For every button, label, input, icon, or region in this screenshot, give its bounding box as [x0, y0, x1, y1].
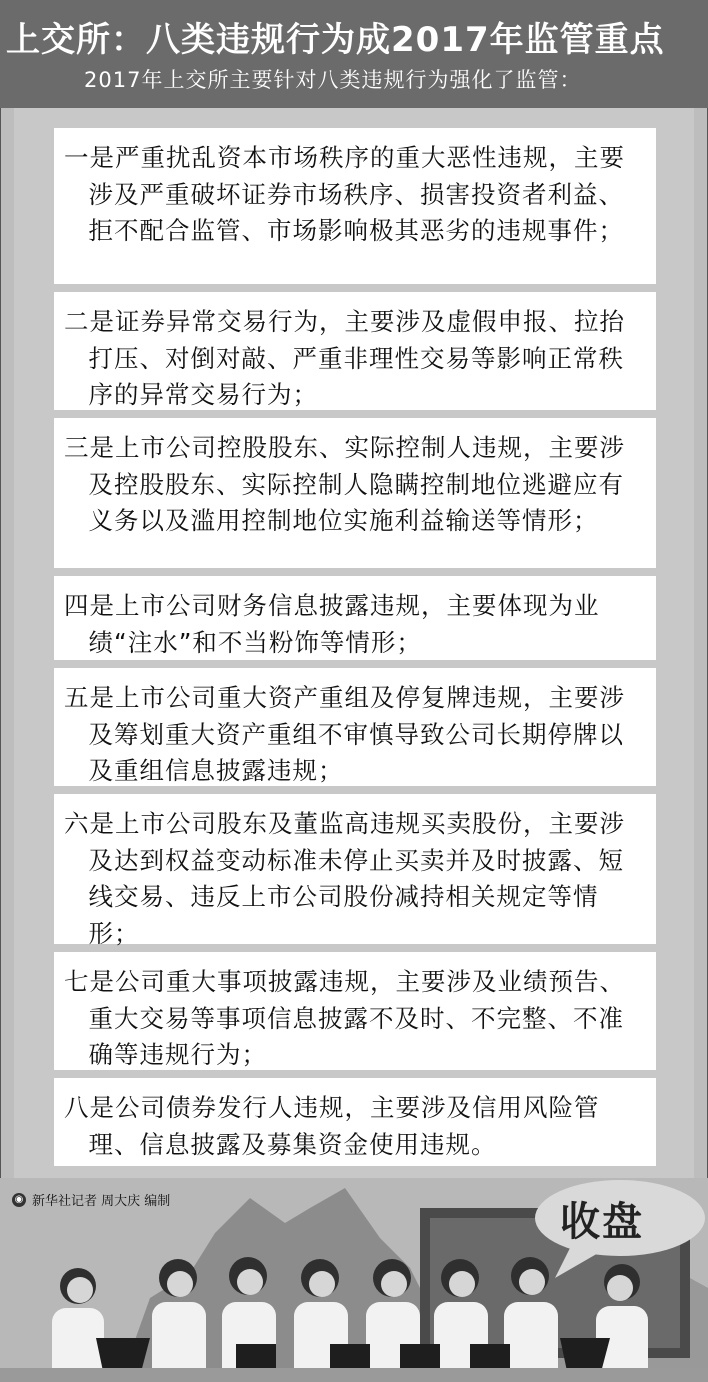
header-banner	[0, 0, 708, 108]
list-item	[54, 292, 656, 410]
list-item	[54, 576, 656, 660]
credit-text: 新华社记者 周大庆 编制	[32, 1194, 171, 1209]
list-item	[54, 952, 656, 1070]
list-item	[54, 1078, 656, 1166]
item-text: 六是上市公司股东及董监高违规买卖股份，主要涉及达到权益变动标准未停止买卖并及时披露、短线交易、违反上市公司股份减持相关规定等情形；	[64, 809, 625, 948]
credit-line	[12, 1190, 170, 1209]
list-item	[54, 794, 656, 948]
page-subtitle: 2017年上交所主要针对八类违规行为强化了监管：	[84, 68, 582, 92]
closing-label: 收盘	[560, 1199, 644, 1245]
item-text: 二是证券异常交易行为，主要涉及虚假申报、拉抬打压、对倒对敲、严重非理性交易等影响正常秩序的异常交易行为；	[64, 307, 625, 409]
list-item	[54, 418, 656, 568]
illustration-area	[0, 1178, 708, 1382]
item-text: 五是上市公司重大资产重组及停复牌违规，主要涉及筹划重大资产重组不审慎导致公司长期停牌以及重组信息披露违规；	[64, 683, 625, 785]
meeting-table	[0, 1368, 708, 1382]
list-item	[54, 128, 656, 284]
page-title: 上交所：八类违规行为成2017年监管重点	[6, 20, 665, 60]
item-text: 三是上市公司控股股东、实际控制人违规，主要涉及控股股东、实际控制人隐瞒控制地位逃避应有义务以及滥用控制地位实施利益输送等情形；	[64, 433, 625, 535]
item-text: 四是上市公司财务信息披露违规，主要体现为业绩“注水”和不当粉饰等情形；	[64, 591, 600, 657]
list-item	[54, 668, 656, 786]
xinhua-logo-icon: ◉	[12, 1193, 26, 1207]
item-text: 八是公司债券发行人违规，主要涉及信用风险管理、信息披露及募集资金使用违规。	[64, 1093, 600, 1159]
item-text: 一是严重扰乱资本市场秩序的重大恶性违规，主要涉及严重破坏证券市场秩序、损害投资者利益、拒不配合监管、市场影响极其恶劣的违规事件；	[64, 143, 625, 245]
item-text: 七是公司重大事项披露违规，主要涉及业绩预告、重大交易等事项信息披露不及时、不完整、不准确等违规行为；	[64, 967, 625, 1069]
